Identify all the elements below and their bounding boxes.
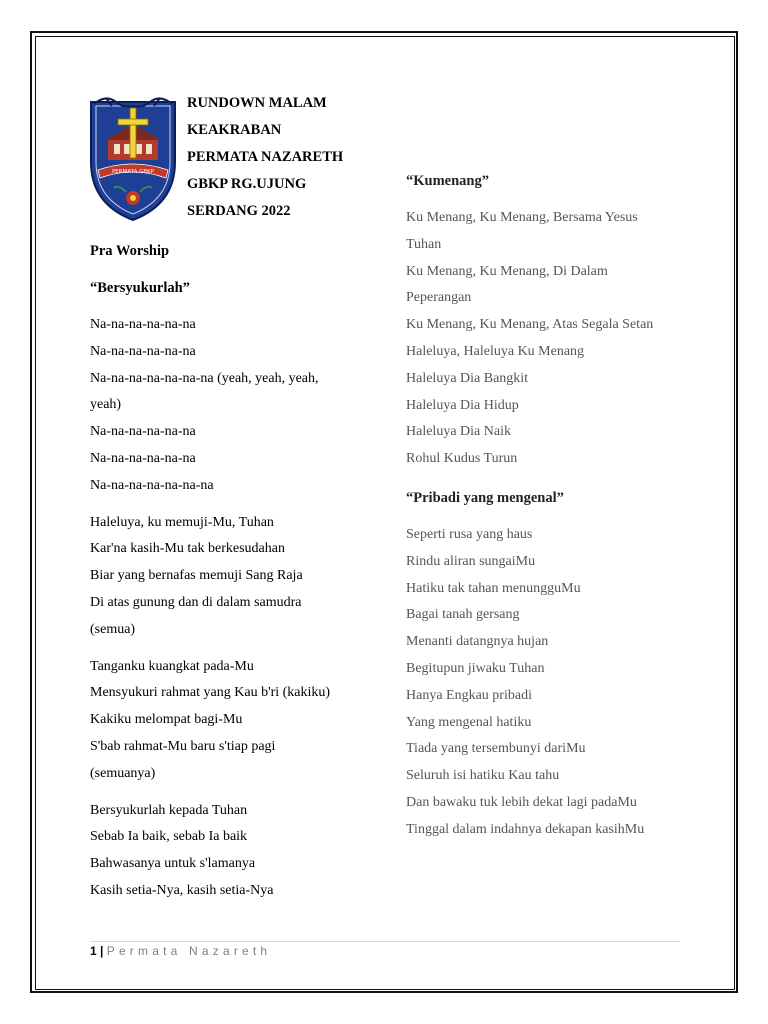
lyric-line: Tuhan	[406, 236, 442, 252]
page-number: 1	[90, 944, 97, 958]
footer-separator: |	[100, 944, 104, 958]
lyrics-stanza	[90, 510, 380, 644]
song-title: “Bersyukurlah”	[90, 280, 190, 296]
lyric-line: Kakiku melompat bagi-Mu	[90, 712, 243, 728]
section-heading: Pra Worship	[90, 243, 170, 259]
song-title: “Kumenang”	[406, 173, 489, 189]
lyric-line: Yang mengenal hatiku	[406, 714, 532, 730]
lyric-line: Na-na-na-na-na-na	[90, 343, 196, 359]
lyric-line: Begitupun jiwaku Tuhan	[406, 660, 545, 676]
lyric-line: Ku Menang, Ku Menang, Bersama Yesus	[406, 210, 638, 225]
lyric-line: Na-na-na-na-na-na	[90, 424, 196, 440]
lyric-line: Dan bawaku tuk lebih dekat lagi padaMu	[406, 794, 637, 810]
lyric-line: Biar yang bernafas memuji Sang Raja	[90, 568, 303, 584]
lyric-line: Ku Menang, Ku Menang, Atas Segala Setan	[406, 317, 654, 333]
title-line: RUNDOWN MALAM	[187, 95, 327, 111]
lyric-line: Sebab Ia baik, sebab Ia baik	[90, 829, 248, 845]
lyric-line: Hanya Engkau pribadi	[406, 687, 532, 703]
lyric-line: Tinggal dalam indahnya dekapan kasihMu	[406, 821, 645, 837]
document-title	[187, 90, 343, 225]
lyrics-stanza	[90, 798, 380, 905]
lyrics-stanza	[90, 312, 380, 500]
lyric-line: (semuanya)	[90, 765, 156, 781]
lyric-line: S'bab rahmat-Mu baru s'tiap pagi	[90, 738, 276, 754]
lyric-line: Menanti datangnya hujan	[406, 634, 549, 650]
lyric-line: Na-na-na-na-na-na-na (yeah, yeah, yeah,	[90, 370, 319, 386]
lyric-line: Tiada yang tersembunyi dariMu	[406, 741, 586, 757]
lyric-line: Haleluya Dia Hidup	[406, 397, 519, 413]
lyrics-stanza	[90, 654, 380, 788]
lyric-line: Hatiku tak tahan menungguMu	[406, 580, 581, 596]
lyric-line: Peperangan	[406, 290, 472, 306]
lyric-line: Na-na-na-na-na-na-na	[90, 477, 214, 493]
right-column	[406, 168, 696, 844]
title-line: GBKP RG.UJUNG	[187, 176, 307, 192]
lyric-line: Mensyukuri rahmat yang Kau b'ri (kakiku)	[90, 685, 331, 701]
lyric-line: Kar'na kasih-Mu tak berkesudahan	[90, 541, 285, 557]
left-column	[90, 238, 380, 905]
lyric-line: Bersyukurlah kepada Tuhan	[90, 802, 248, 818]
title-line: SERDANG 2022	[187, 203, 291, 219]
lyric-line: yeah)	[90, 397, 122, 413]
page-footer	[90, 944, 271, 958]
footer-divider	[90, 941, 680, 942]
lyric-line: Kasih setia-Nya, kasih setia-Nya	[90, 882, 274, 898]
title-line: KEAKRABAN	[187, 122, 282, 138]
lyric-line: Haleluya Dia Bangkit	[406, 370, 529, 386]
footer-text: Permata Nazareth	[106, 944, 272, 958]
permata-logo	[88, 92, 178, 222]
lyric-line: Na-na-na-na-na-na	[90, 450, 196, 466]
lyric-line: Bahwasanya untuk s'lamanya	[90, 856, 256, 872]
lyric-line: Rohul Kudus Turun	[406, 451, 518, 467]
lyric-line: Bagai tanah gersang	[406, 607, 520, 623]
title-line: PERMATA NAZARETH	[187, 149, 344, 165]
lyric-line: Ku Menang, Ku Menang, Di Dalam	[406, 263, 608, 279]
lyric-line: Seluruh isi hatiku Kau tahu	[406, 768, 560, 784]
lyric-line: (semua)	[90, 621, 136, 637]
lyrics-stanza	[406, 205, 696, 473]
lyric-line: Haleluya, Haleluya Ku Menang	[406, 343, 585, 359]
lyric-line: Haleluya, ku memuji-Mu, Tuhan	[90, 514, 274, 530]
lyric-line: Tanganku kuangkat pada-Mu	[90, 658, 254, 674]
lyrics-stanza	[406, 522, 696, 844]
logo-ribbon-text: PERMATA GBKP	[111, 169, 155, 175]
lyric-line: Haleluya Dia Naik	[406, 424, 511, 440]
lyric-line: Seperti rusa yang haus	[406, 526, 533, 542]
lyric-line: Rindu aliran sungaiMu	[406, 553, 536, 569]
lyric-line: Na-na-na-na-na-na	[90, 317, 196, 332]
song-title: “Pribadi yang mengenal”	[406, 489, 564, 506]
lyric-line: Di atas gunung dan di dalam samudra	[90, 594, 302, 610]
